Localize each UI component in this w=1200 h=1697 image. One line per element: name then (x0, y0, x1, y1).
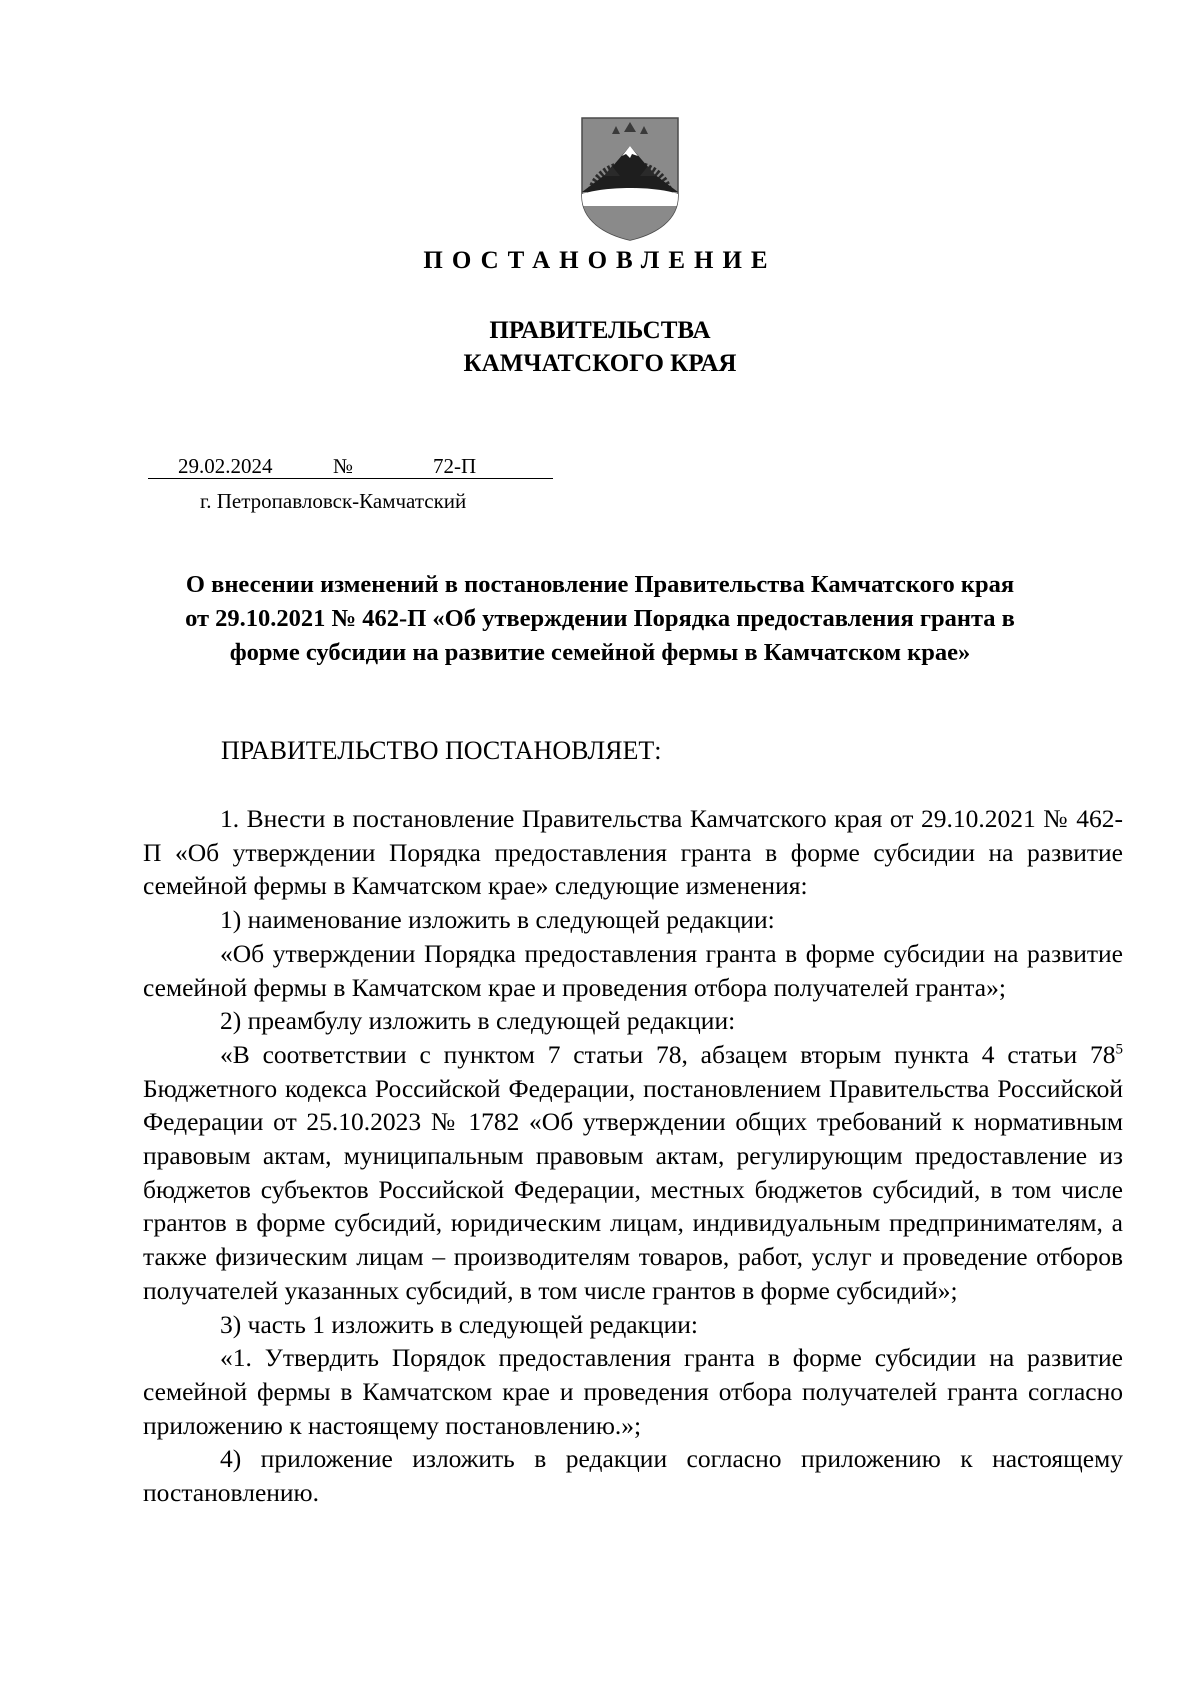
requisites-underline (148, 478, 553, 479)
document-date: 29.02.2024 (178, 454, 273, 478)
paragraph-quote-title: «Об утверждении Порядка предоставления гранта в форме субсидии на развитие семейной фермы в Камчатском крае и проведения отбора получателей гранта»; (143, 938, 1123, 1002)
document-city: г. Петропавловск-Камчатский (200, 489, 467, 513)
paragraph-subitem-3: 3) часть 1 изложить в следующей редакции: (220, 1309, 698, 1339)
article-superscript: 5 (1115, 1041, 1123, 1058)
issuer-line-2: КАМЧАТСКОГО КРАЯ (463, 350, 737, 377)
document-type-title: ПОСТАНОВЛЕНИЕ (423, 247, 777, 274)
paragraph-subitem-1: 1) наименование изложить в следующей редакции: (220, 905, 775, 935)
document-requisites (148, 454, 568, 480)
document-body (143, 802, 1123, 1510)
number-sign: № (333, 454, 354, 478)
document-number: 72-П (433, 454, 477, 478)
paragraph-item-1: 1. Внести в постановление Правительства Камчатского края от 29.10.2021 № 462-П «Об утверждении Порядка предоставления гранта в форме субсидии на развитие семейной фермы в Камчатском крае» следующие изменения: (143, 804, 1123, 901)
decree-lead: ПРАВИТЕЛЬСТВО ПОСТАНОВЛЯЕТ: (221, 736, 662, 765)
document-subject (130, 568, 1070, 670)
kamchatka-coat-of-arms-icon (576, 112, 684, 242)
issuer-name (0, 314, 1200, 380)
paragraph-subitem-2: 2) преамбулу изложить в следующей редакции: (220, 1006, 736, 1036)
paragraph-quote-part-1: «1. Утвердить Порядок предоставления гранта в форме субсидии на развитие семейной фермы в Камчатском крае и проведения отбора получателей гранта согласно приложению к настоящему постановлению.»; (143, 1343, 1123, 1440)
preamble-text-start: «В соответствии с пунктом 7 статьи 78, абзацем вторым пункта 4 статьи 78 (220, 1039, 1116, 1069)
preamble-text-rest: Бюджетного кодекса Российской Федерации, постановлением Правительства Российской Федерации от 25.10.2023 № 1782 «Об утверждении общих требований к нормативным правовым актам, муниципальным правовым актам, регулирующим предоставление из бюджетов субъектов Российской Федерации, местных бюджетов субсидий, в том числе грантов в форме субсидий, юридическим лицам, индивидуальным предпринимателям, а также физическим лицам – производителям товаров, работ, услуг и проведение отборов получателей указанных субсидий, в том числе грантов в форме субсидий»; (143, 1073, 1123, 1305)
paragraph-subitem-4: 4) приложение изложить в редакции согласно приложению к настоящему постановлению. (143, 1444, 1123, 1508)
issuer-line-1: ПРАВИТЕЛЬСТВА (489, 317, 711, 344)
subject-line-1: О внесении изменений в постановление Правительства Камчатского края (185, 571, 1015, 598)
subject-line-2: от 29.10.2021 № 462-П «Об утверждении Порядка предоставления гранта в (185, 605, 1015, 632)
paragraph-quote-preamble (143, 1038, 1123, 1308)
subject-line-3: форме субсидии на развитие семейной фермы в Камчатском крае» (229, 639, 971, 666)
